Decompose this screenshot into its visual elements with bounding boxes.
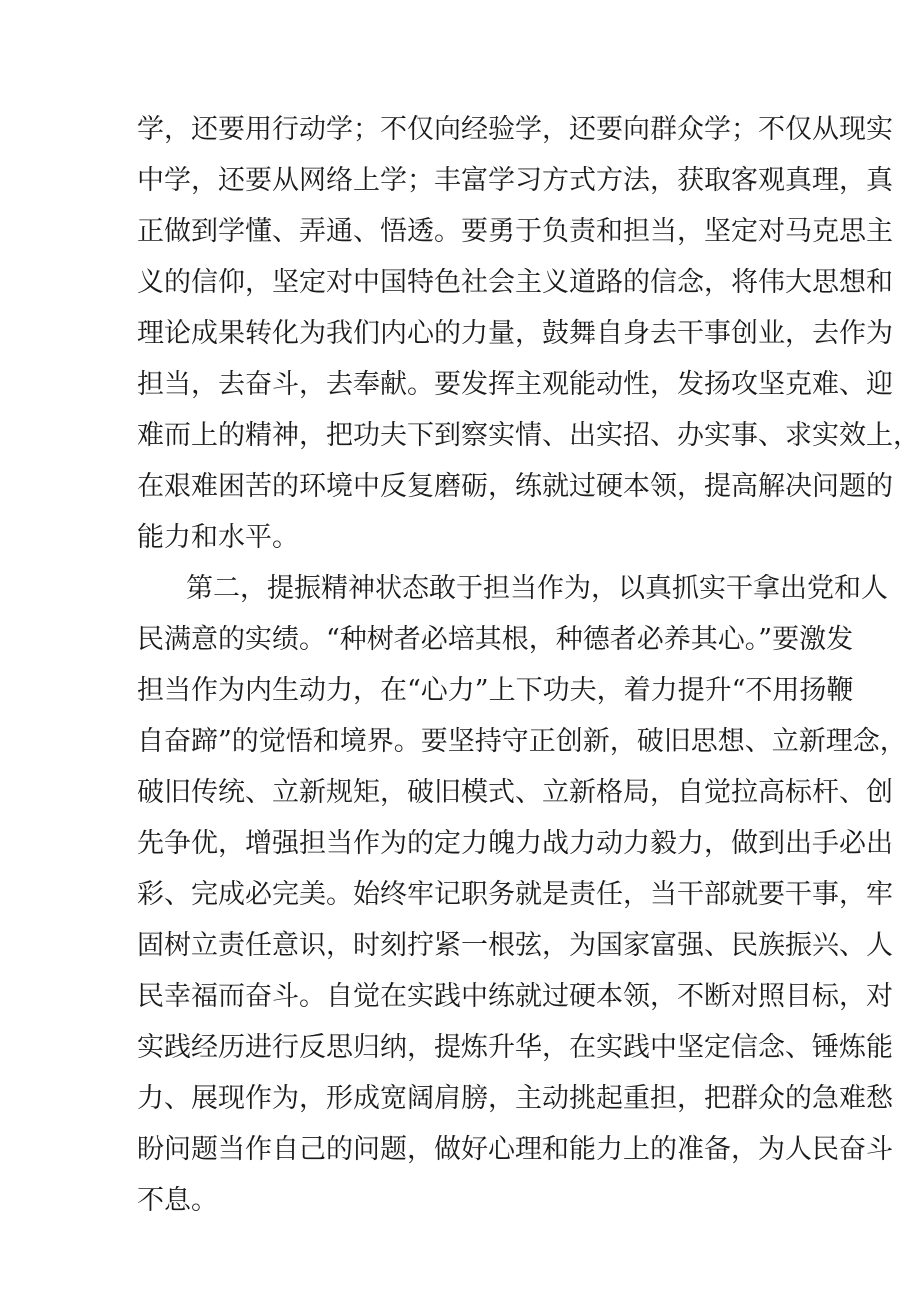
paragraph-line: 担当作为内生动力，在“心力”上下功夫，着力提升“不用扬鞭 xyxy=(137,675,854,706)
paragraph-line: 担当，去奋斗，去奉献。要发挥主观能动性，发扬攻坚克难、迎 xyxy=(137,369,893,400)
paragraph-line: 在艰难困苦的环境中反复磨砺，练就过硬本领，提高解决问题的 xyxy=(137,471,893,502)
paragraph-line: 固树立责任意识，时刻拧紧一根弦，为国家富强、民族振兴、人 xyxy=(137,930,893,961)
paragraph-line: 力、展现作为，形成宽阔肩膀，主动挑起重担，把群众的急难愁 xyxy=(137,1083,893,1114)
paragraph-line: 难而上的精神，把功夫下到察实情、出实招、办实事、求实效上， xyxy=(137,420,920,451)
paragraph-line: 盼问题当作自己的问题，做好心理和能力上的准备，为人民奋斗 xyxy=(137,1134,893,1165)
paragraph-line: 能力和水平。 xyxy=(137,522,299,553)
paragraph-line: 学，还要用行动学；不仅向经验学，还要向群众学；不仅从现实 xyxy=(137,114,893,145)
paragraph-line: 第二，提振精神状态敢于担当作为，以真抓实干拿出党和人 xyxy=(186,573,888,604)
paragraph-line: 中学，还要从网络上学；丰富学习方式方法，获取客观真理，真 xyxy=(137,165,893,196)
paragraph-line: 先争优，增强担当作为的定力魄力战力动力毅力，做到出手必出 xyxy=(137,828,893,859)
paragraph-line: 正做到学懂、弄通、悟透。要勇于负责和担当，坚定对马克思主 xyxy=(137,216,893,247)
paragraph-line: 理论成果转化为我们内心的力量，鼓舞自身去干事创业，去作为 xyxy=(137,318,893,349)
paragraph-line: 义的信仰，坚定对中国特色社会主义道路的信念，将伟大思想和 xyxy=(137,267,893,298)
paragraph-line: 彩、完成必完美。始终牢记职务就是责任，当干部就要干事，牢 xyxy=(137,879,893,910)
paragraph-line: 实践经历进行反思归纳，提炼升华，在实践中坚定信念、锤炼能 xyxy=(137,1032,893,1063)
paragraph-line: 自奋蹄”的觉悟和境界。要坚持守正创新，破旧思想、立新理念， xyxy=(137,726,907,757)
paragraph-line: 民满意的实绩。“种树者必培其根，种德者必养其心。”要激发 xyxy=(137,624,854,655)
paragraph-line: 民幸福而奋斗。自觉在实践中练就过硬本领，不断对照目标，对 xyxy=(137,981,893,1012)
paragraph-line: 破旧传统、立新规矩，破旧模式、立新格局，自觉拉高标杆、创 xyxy=(137,777,893,808)
paragraph-line: 不息。 xyxy=(137,1185,218,1216)
